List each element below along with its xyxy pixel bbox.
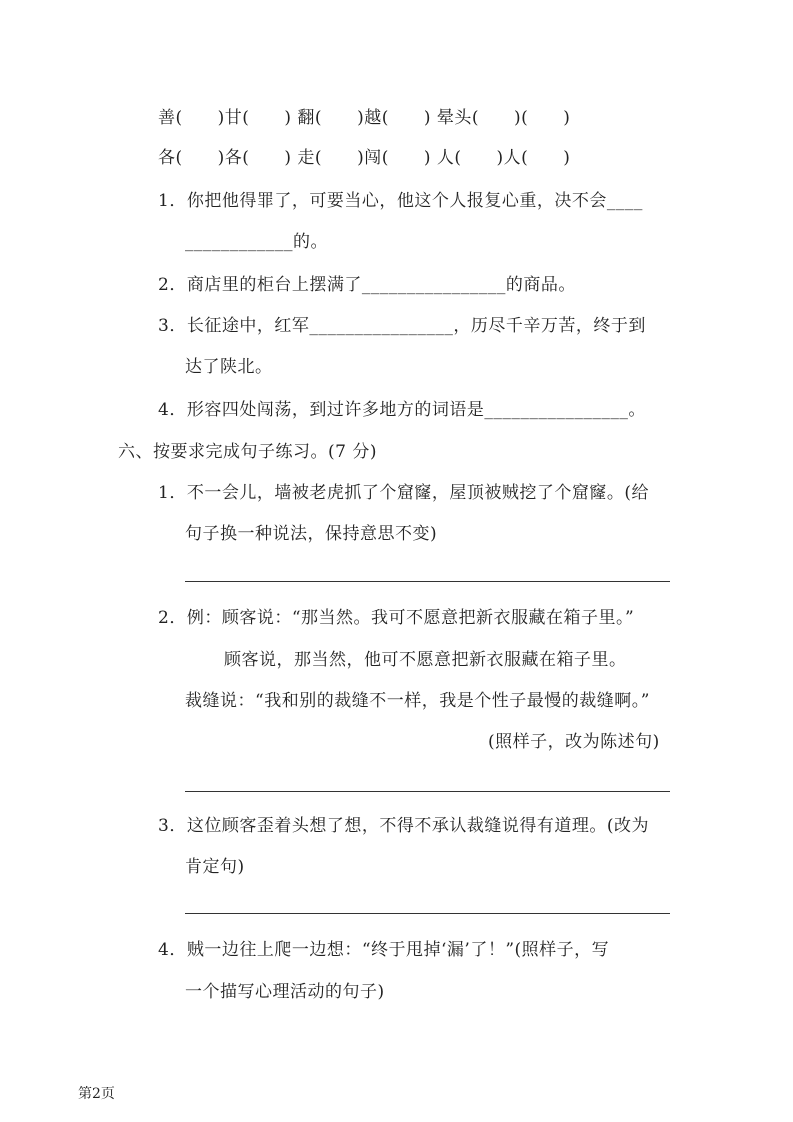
idiom-row-2: 各( )各( ) 走( )闯( ) 人( )人( )	[158, 148, 571, 168]
idiom-row-1: 善( )甘( ) 翻( )越( ) 晕头( )( )	[158, 108, 571, 128]
section6-heading: 六、按要求完成句子练习。(7 分)	[118, 442, 377, 462]
s6-q1-line2: 句子换一种说法，保持意思不变)	[185, 524, 438, 544]
fill-q3-line1: 3．长征途中，红军________________，历尽千辛万苦，终于到	[158, 316, 646, 336]
s6-q3-line2: 肯定句)	[185, 857, 245, 877]
s6-q1-answer-line[interactable]	[185, 581, 670, 582]
s6-q2-answer-line[interactable]	[185, 791, 670, 792]
s6-q3-answer-line[interactable]	[185, 913, 670, 914]
s6-q1-line1: 1．不一会儿，墙被老虎抓了个窟窿，屋顶被贼挖了个窟窿。(给	[158, 483, 649, 503]
fill-q1-line2: ____________的。	[185, 232, 328, 252]
fill-q3-line2: 达了陕北。	[185, 357, 273, 377]
s6-q2-line1: 2．例：顾客说：“那当然。我可不愿意把新衣服藏在箱子里。”	[158, 608, 635, 628]
s6-q2-line3: 裁缝说：“我和别的裁缝不一样，我是个性子最慢的裁缝啊。”	[185, 691, 650, 711]
s6-q2-line2: 顾客说，那当然，他可不愿意把新衣服藏在箱子里。	[224, 650, 627, 670]
fill-q2: 2．商店里的柜台上摆满了________________的商品。	[158, 275, 576, 295]
s6-q4-line2: 一个描写心理活动的句子)	[185, 982, 385, 1002]
s6-q4-line1: 4．贼一边往上爬一边想：“终于甩掉‘漏’了！”(照样子，写	[158, 940, 610, 960]
fill-q4: 4．形容四处闯荡，到过许多地方的词语是________________。	[158, 400, 646, 420]
fill-q1-line1: 1．你把他得罪了，可要当心，他这个人报复心重，决不会____	[158, 191, 643, 211]
s6-q3-line1: 3．这位顾客歪着头想了想，不得不承认裁缝说得有道理。(改为	[158, 816, 649, 836]
page-number: 第2页	[78, 1086, 115, 1102]
s6-q2-line4: (照样子，改为陈述句)	[488, 732, 660, 752]
